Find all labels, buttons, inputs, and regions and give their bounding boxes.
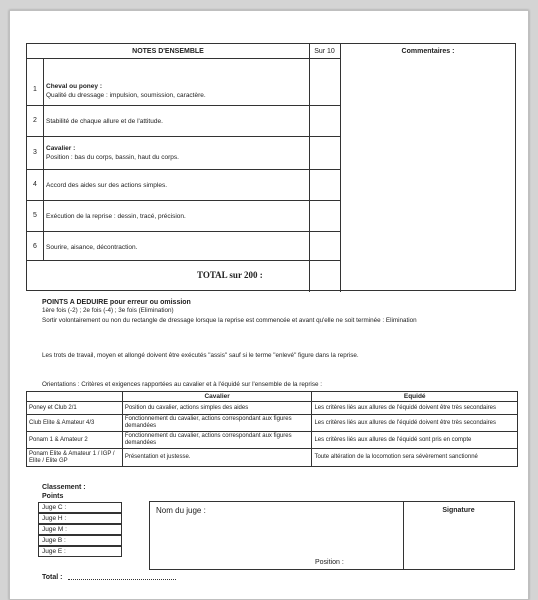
cavalier-cell: Position du cavalier, actions simples des aides bbox=[122, 402, 312, 415]
nom-juge-label: Nom du juge : bbox=[156, 506, 206, 515]
row-text: Position : bas du corps, bassin, haut du corps. bbox=[46, 154, 179, 161]
row-text: Sourire, aisance, décontraction. bbox=[46, 244, 138, 251]
commentaires-header: Commentaires : bbox=[401, 48, 455, 55]
row-line bbox=[27, 169, 340, 170]
points-title: POINTS A DEDUIRE pour erreur ou omission bbox=[42, 299, 191, 306]
signature-label: Signature bbox=[442, 507, 475, 514]
juge-m-field[interactable]: Juge M : bbox=[38, 524, 122, 535]
level-cell: Ponam 1 & Amateur 2 bbox=[27, 432, 123, 449]
juge-c-field[interactable]: Juge C : bbox=[38, 502, 122, 513]
document-page bbox=[9, 10, 529, 600]
cavalier-cell: Fonctionnement du cavalier, actions correspondant aux figures demandées bbox=[122, 432, 312, 449]
points-line2: Sortir volontairement ou non du rectangle de dressage lorsque la reprise est commencée et avant qu'elle ne soit terminée : Elimination bbox=[42, 317, 417, 324]
row-line bbox=[27, 136, 340, 137]
row-number: 3 bbox=[33, 149, 37, 156]
cavalier-cell: Présentation et justesse. bbox=[122, 449, 312, 467]
row-number: 1 bbox=[33, 86, 37, 93]
equide-cell: Toute altération de la locomotion sera sévèrement sanctionné bbox=[312, 449, 518, 467]
total-classement-label: Total : bbox=[42, 574, 63, 581]
equide-header: Equidé bbox=[312, 392, 518, 402]
row-title: Cavalier : bbox=[46, 145, 76, 152]
row-number: 6 bbox=[33, 243, 37, 250]
equide-cell: Les critères liés aux allures de l'équidé sont pris en compte bbox=[312, 432, 518, 449]
orientations-table bbox=[26, 391, 518, 467]
sur10-header: Sur 10 bbox=[314, 48, 335, 55]
level-cell: Poney et Club 2/1 bbox=[27, 402, 123, 415]
level-cell: Club Elite & Amateur 4/3 bbox=[27, 415, 123, 432]
row-text: Qualité du dressage : impulsion, soumission, caractère. bbox=[46, 92, 206, 99]
table-row bbox=[27, 415, 518, 432]
row-line bbox=[27, 231, 340, 232]
total-label: TOTAL sur 200 : bbox=[197, 270, 263, 280]
points-label: Points bbox=[42, 493, 64, 500]
position-label: Position : bbox=[315, 559, 344, 566]
juge-signature-box bbox=[149, 501, 515, 570]
total-dotted-line[interactable] bbox=[68, 579, 176, 580]
col-divider bbox=[309, 44, 310, 292]
empty-header bbox=[27, 392, 123, 402]
level-cell: Ponam Elite & Amateur 1 / IGP / Elite / Elite GP bbox=[27, 449, 123, 467]
table-row bbox=[27, 449, 518, 467]
trots-note: Les trots de travail, moyen et allongé doivent être exécutés "assis" sauf si le terme "enlevé" figure dans la reprise. bbox=[42, 352, 359, 359]
classement-title: Classement : bbox=[42, 484, 86, 491]
row-line bbox=[27, 260, 340, 261]
juge-h-field[interactable]: Juge H : bbox=[38, 513, 122, 524]
num-divider bbox=[43, 58, 44, 260]
row-number: 5 bbox=[33, 212, 37, 219]
table-row bbox=[27, 432, 518, 449]
row-line bbox=[27, 200, 340, 201]
row-text: Accord des aides sur des actions simples. bbox=[46, 182, 168, 189]
row-text: Exécution de la reprise : dessin, tracé, précision. bbox=[46, 213, 186, 220]
row-text: Stabilité de chaque allure et de l'attitude. bbox=[46, 118, 163, 125]
row-number: 2 bbox=[33, 117, 37, 124]
row-line bbox=[27, 58, 340, 59]
notes-ensemble-table bbox=[26, 43, 516, 291]
equide-cell: Les critères liés aux allures de l'équidé doivent être très secondaires bbox=[312, 402, 518, 415]
row-number: 4 bbox=[33, 181, 37, 188]
juge-b-field[interactable]: Juge B : bbox=[38, 535, 122, 546]
points-line1: 1ère fois (-2) ; 2e fois (-4) ; 3e fois (Elimination) bbox=[42, 307, 174, 314]
col-divider bbox=[340, 44, 341, 292]
cavalier-header: Cavalier bbox=[122, 392, 312, 402]
equide-cell: Les critères liés aux allures de l'équidé doivent être très secondaires bbox=[312, 415, 518, 432]
row-title: Cheval ou poney : bbox=[46, 83, 102, 90]
juge-e-field[interactable]: Juge E : bbox=[38, 546, 122, 557]
orientations-title: Orientations : Critères et exigences rapportées au cavalier et à l'équidé sur l'ensemble de la reprise : bbox=[42, 381, 322, 388]
notes-header: NOTES D'ENSEMBLE bbox=[132, 48, 204, 55]
table-row bbox=[27, 402, 518, 415]
cavalier-cell: Fonctionnement du cavalier, actions correspondant aux figures demandées bbox=[122, 415, 312, 432]
row-line bbox=[27, 105, 340, 106]
